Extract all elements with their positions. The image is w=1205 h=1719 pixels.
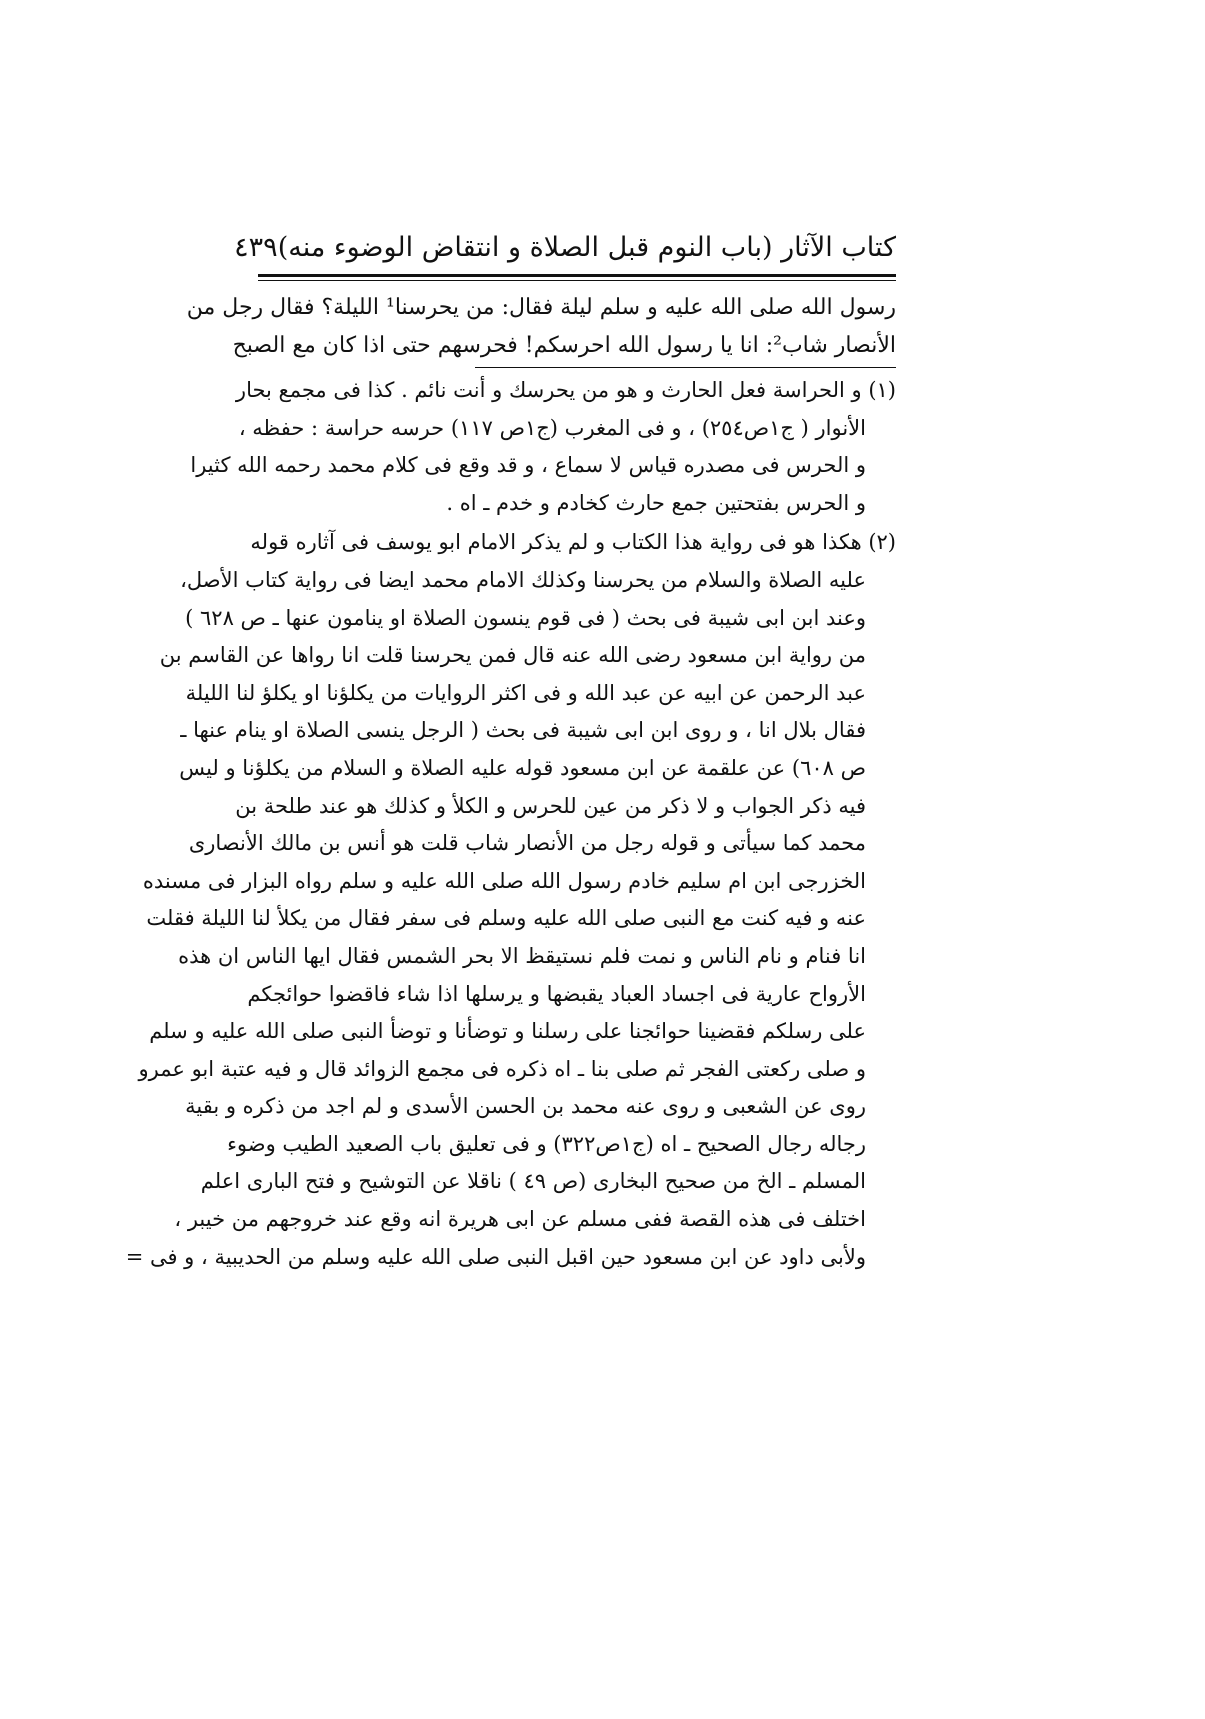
- footnote-line: فيه ذكر الجواب و لا ذكر من عين للحرس و الكلأ و كذلك هو عند طلحة بن: [235, 793, 866, 818]
- footnote-line: الأنوار ( ج١ص٢٥٤) ، و فى المغرب (ج١ص ١١٧) حرسه حراسة : حفظه ،: [238, 415, 866, 440]
- footnote-separator: [475, 367, 896, 368]
- main-text: [186, 289, 896, 365]
- footnote-line: عنه و فيه كنت مع النبى صلى الله عليه وسلم فى سفر فقال من يكلأ لنا الليلة فقلت: [146, 906, 866, 931]
- footnote-line: و الحرس بفتحتين جمع حارث كخادم و خدم ـ اه .: [446, 490, 866, 515]
- main-text-line: رسول الله صلى الله عليه و سلم ليلة فقال: من يحرسنا¹ الليلة؟ فقال رجل من: [186, 295, 896, 320]
- footnote-line: محمد كما سيأتى و قوله رجل من الأنصار شاب قلت هو أنس بن مالك الأنصارى: [188, 831, 866, 856]
- footnote-line: الأرواح عارية فى اجساد العباد يقبضها و يرسلها اذا شاء فاقضوا حوائجكم: [247, 981, 866, 1006]
- footnote-line: (٢) هكذا هو فى رواية هذا الكتاب و لم يذكر الامام ابو يوسف فى آثاره قوله: [250, 530, 896, 555]
- footnote-line: رجاله رجال الصحيح ـ اه (ج١ص٣٢٢) و فى تعليق باب الصعيد الطيب وضوء: [227, 1131, 866, 1156]
- footnote-line: الخزرجى ابن ام سليم خادم رسول الله صلى الله عليه و سلم رواه البزار فى مسنده: [142, 868, 866, 893]
- footnote-line: المسلم ـ الخ من صحيح البخارى (ص ٤٩ ) ناقلا عن التوشيح و فتح البارى اعلم: [200, 1169, 866, 1194]
- header-rule: [258, 274, 896, 281]
- page-sheet: [125, 228, 896, 1276]
- footnote-line: على رسلكم فقضينا حوائجنا على رسلنا و توضأنا و توضأ النبى صلى الله عليه و سلم: [149, 1019, 866, 1044]
- footnote-line: ولأبى داود عن ابن مسعود حين اقبل النبى صلى الله عليه وسلم من الحديبية ، و فى =: [125, 1244, 866, 1269]
- footnote-line: عليه الصلاة والسلام من يحرسنا وكذلك الامام محمد ايضا فى رواية كتاب الأصل،: [180, 567, 866, 592]
- footnote-line: اختلف فى هذه القصة ففى مسلم عن ابى هريرة انه وقع عند خروجهم من خيبر ،: [174, 1207, 866, 1232]
- header-title: كتاب الآثار (باب النوم قبل الصلاة و انتقاض الوضوء منه): [277, 232, 896, 263]
- footnote-line: وعند ابن ابى شيبة فى بحث ( فى قوم ينسون الصلاة او ينامون عنها ـ ص ٦٢٨ ): [185, 605, 866, 630]
- page-number: ٤٣٩: [234, 232, 278, 263]
- footnote-2: [125, 524, 896, 1276]
- footnote-line: روى عن الشعبى و روى عنه محمد بن الحسن الأسدى و لم اجد من ذكره و بقية: [185, 1094, 866, 1119]
- footnote-line: و صلى ركعتى الفجر ثم صلى بنا ـ اه ذكره فى مجمع الزوائد قال و فيه عتبة ابو عمرو: [138, 1056, 866, 1081]
- main-text-line: الأنصار شاب²: انا يا رسول الله احرسكم! فحرسهم حتى اذا كان مع الصبح: [232, 333, 896, 358]
- footnote-line: عبد الرحمن عن ابيه عن عبد الله و فى اكثر الروايات من يكلؤنا او يكلؤ لنا الليلة: [185, 680, 866, 705]
- running-header: [234, 228, 896, 268]
- footnote-line: انا فنام و نام الناس و نمت فلم نستيقظ الا بحر الشمس فقال ايها الناس ان هذه: [178, 943, 866, 968]
- footnote-line: فقال بلال انا ، و روى ابن ابى شيبة فى بحث ( الرجل ينسى الصلاة او ينام عنها ـ: [180, 718, 866, 743]
- footnote-line: ص ٦٠٨) عن علقمة عن ابن مسعود قوله عليه الصلاة و السلام من يكلؤنا و ليس: [179, 755, 866, 780]
- footnote-1: [190, 372, 896, 522]
- footnote-line: و الحرس فى مصدره قياس لا سماع ، و قد وقع فى كلام محمد رحمه الله كثيرا: [190, 453, 866, 478]
- footnote-line: (١) و الحراسة فعل الحارث و هو من يحرسك و أنت نائم . كذا فى مجمع بحار: [235, 378, 896, 402]
- footnote-line: من رواية ابن مسعود رضى الله عنه قال فمن يحرسنا قلت انا رواها عن القاسم بن: [159, 643, 866, 668]
